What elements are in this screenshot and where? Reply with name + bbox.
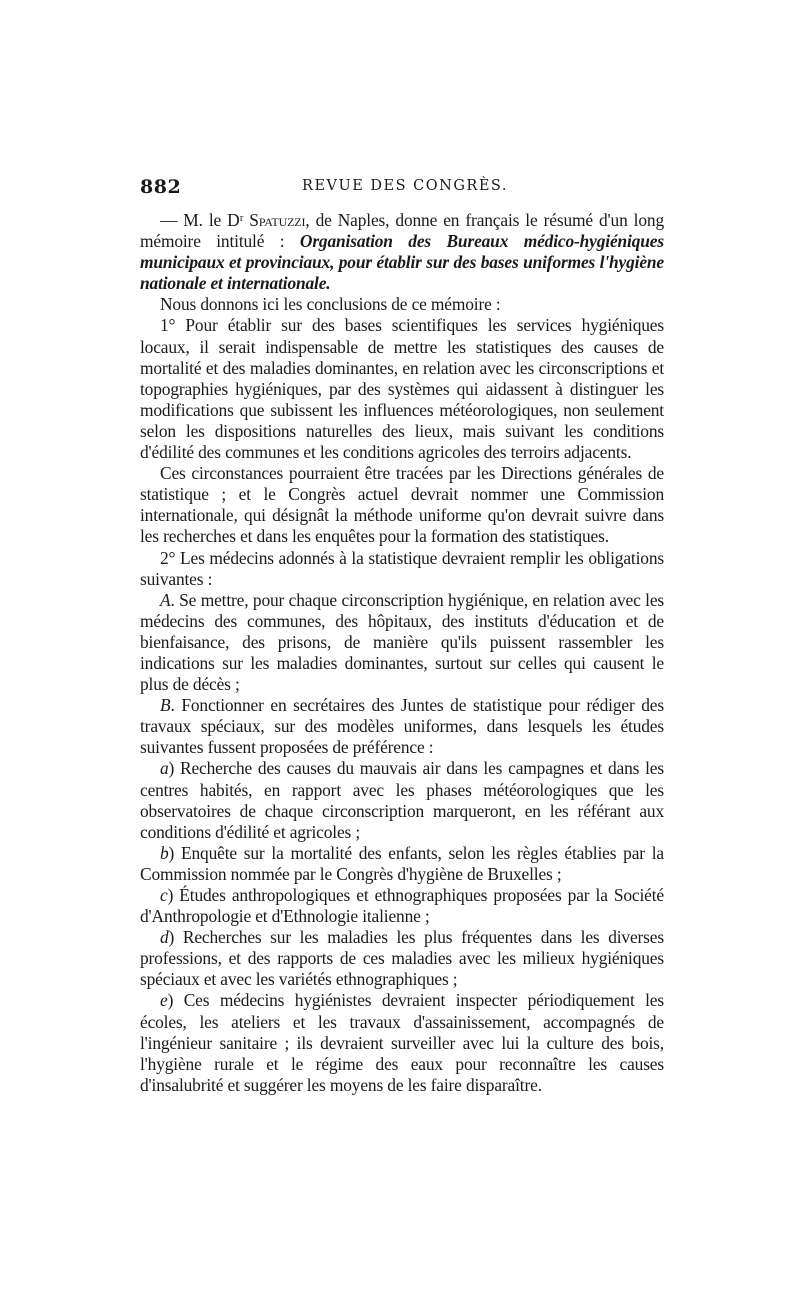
item-label-A: A	[160, 589, 171, 610]
author-name: Spatuzzi	[249, 210, 306, 230]
body-text	[140, 210, 664, 1096]
item-text-B: . Fonctionner en secrétaires des Juntes de statistique pour rédiger des travaux spéciaux, sur des modèles uniformes, dans lesquels les études suivantes fussent proposées de préférence :	[140, 695, 664, 758]
item-text-A: . Se mettre, pour chaque circonscription hygiénique, en relation avec les médecins des communes, des hôpitaux, des instituts d'éducation et de bienfaisance, des prisons, de manière qu'ils puissent rassembler les indications sur les maladies dominantes, surtout sur celles qui causent le plus de décès ;	[140, 589, 664, 695]
paragraph-item-e	[140, 990, 664, 1095]
memoir-title: Organisation des Bureaux médico-hygiéniques municipaux et provinciaux, pour établir sur des bases uniformes l'hygiène nationale et internationale.	[140, 231, 664, 294]
item-label-c: c	[160, 885, 168, 905]
item-text-c: ) Études anthropologiques et ethnographiques proposées par la Société d'Anthropologie et d'Ethnologie italienne ;	[140, 885, 664, 927]
journal-title: REVUE DES CONGRÈS.	[302, 178, 508, 194]
item-text-b: ) Enquête sur la mortalité des enfants, selon les règles établies par la Commission nommée par le Congrès d'hygiène de Bruxelles ;	[140, 842, 664, 884]
paragraph-item-B	[140, 695, 664, 758]
page-number: 882	[140, 176, 182, 198]
paragraph-intro	[140, 210, 664, 294]
item-label-a: a	[160, 758, 169, 779]
item-text-e: ) Ces médecins hygiénistes devraient inspecter périodiquement les écoles, les ateliers et les travaux d'assainissement, accompagnés de l'ingénieur sanitaire ; ils devraient surveiller avec lui la culture des bois, l'hygiène rurale et le régime des eaux pour reconnaître les causes d'insalubrité et suggérer les moyens de les faire disparaître.	[140, 990, 664, 1095]
intro-start: — M. le Dʳ	[160, 210, 250, 230]
paragraph-point-2: 2° Les médecins adonnés à la statistique devraient remplir les obligations suivantes :	[140, 547, 664, 589]
item-label-B: B	[160, 695, 171, 716]
running-head	[140, 176, 670, 200]
item-label-b: b	[160, 842, 169, 863]
paragraph-item-d	[140, 927, 664, 990]
paragraph-conclusions-intro: Nous donnons ici les conclusions de ce mémoire :	[160, 294, 501, 315]
paragraph-circumstances: Ces circonstances pourraient être tracées par les Directions générales de statistique ; et le Congrès actuel devrait nommer une Commission internationale, qui désignât la méthode uniforme qu'on devrait suivre dans les recherches et dans les enquêtes pour la formation des statistiques.	[140, 463, 664, 547]
item-label-d: d	[160, 927, 169, 948]
item-text-a: ) Recherche des causes du mauvais air dans les campagnes et dans les centres habités, en rapport avec les phases météorologiques que les observatoires de chaque circonscription marqueront, en les référant aux conditions d'édilité et agricoles ;	[140, 758, 664, 842]
paragraph-item-b	[140, 843, 664, 885]
paragraph-item-A	[140, 590, 664, 695]
item-text-d: ) Recherches sur les maladies les plus fréquentes dans les diverses professions, et des rapports de ces maladies avec les milieux hygiéniques spéciaux et avec les variétés ethnographiques ;	[140, 927, 664, 990]
paragraph-item-a	[140, 758, 664, 842]
item-label-e: e	[160, 990, 168, 1011]
paragraph-point-1: 1° Pour établir sur des bases scientifiques les services hygiéniques locaux, il serait indispensable de mettre les statistiques des causes de mortalité et des maladies dominantes, en relation avec les circonscriptions et topographies hygiéniques, par des systèmes qui aidassent à distinguer les modifications que subissent les influences météorologiques, non seulement selon les dispositions naturelles des lieux, mais suivant les conditions d'édilité des communes et les conditions agricoles des terroirs adjacents.	[140, 315, 664, 463]
intro-mid: , de Naples, donne en français le résumé d'un long mémoire intitulé :	[140, 210, 664, 252]
paragraph-item-c	[140, 885, 664, 927]
